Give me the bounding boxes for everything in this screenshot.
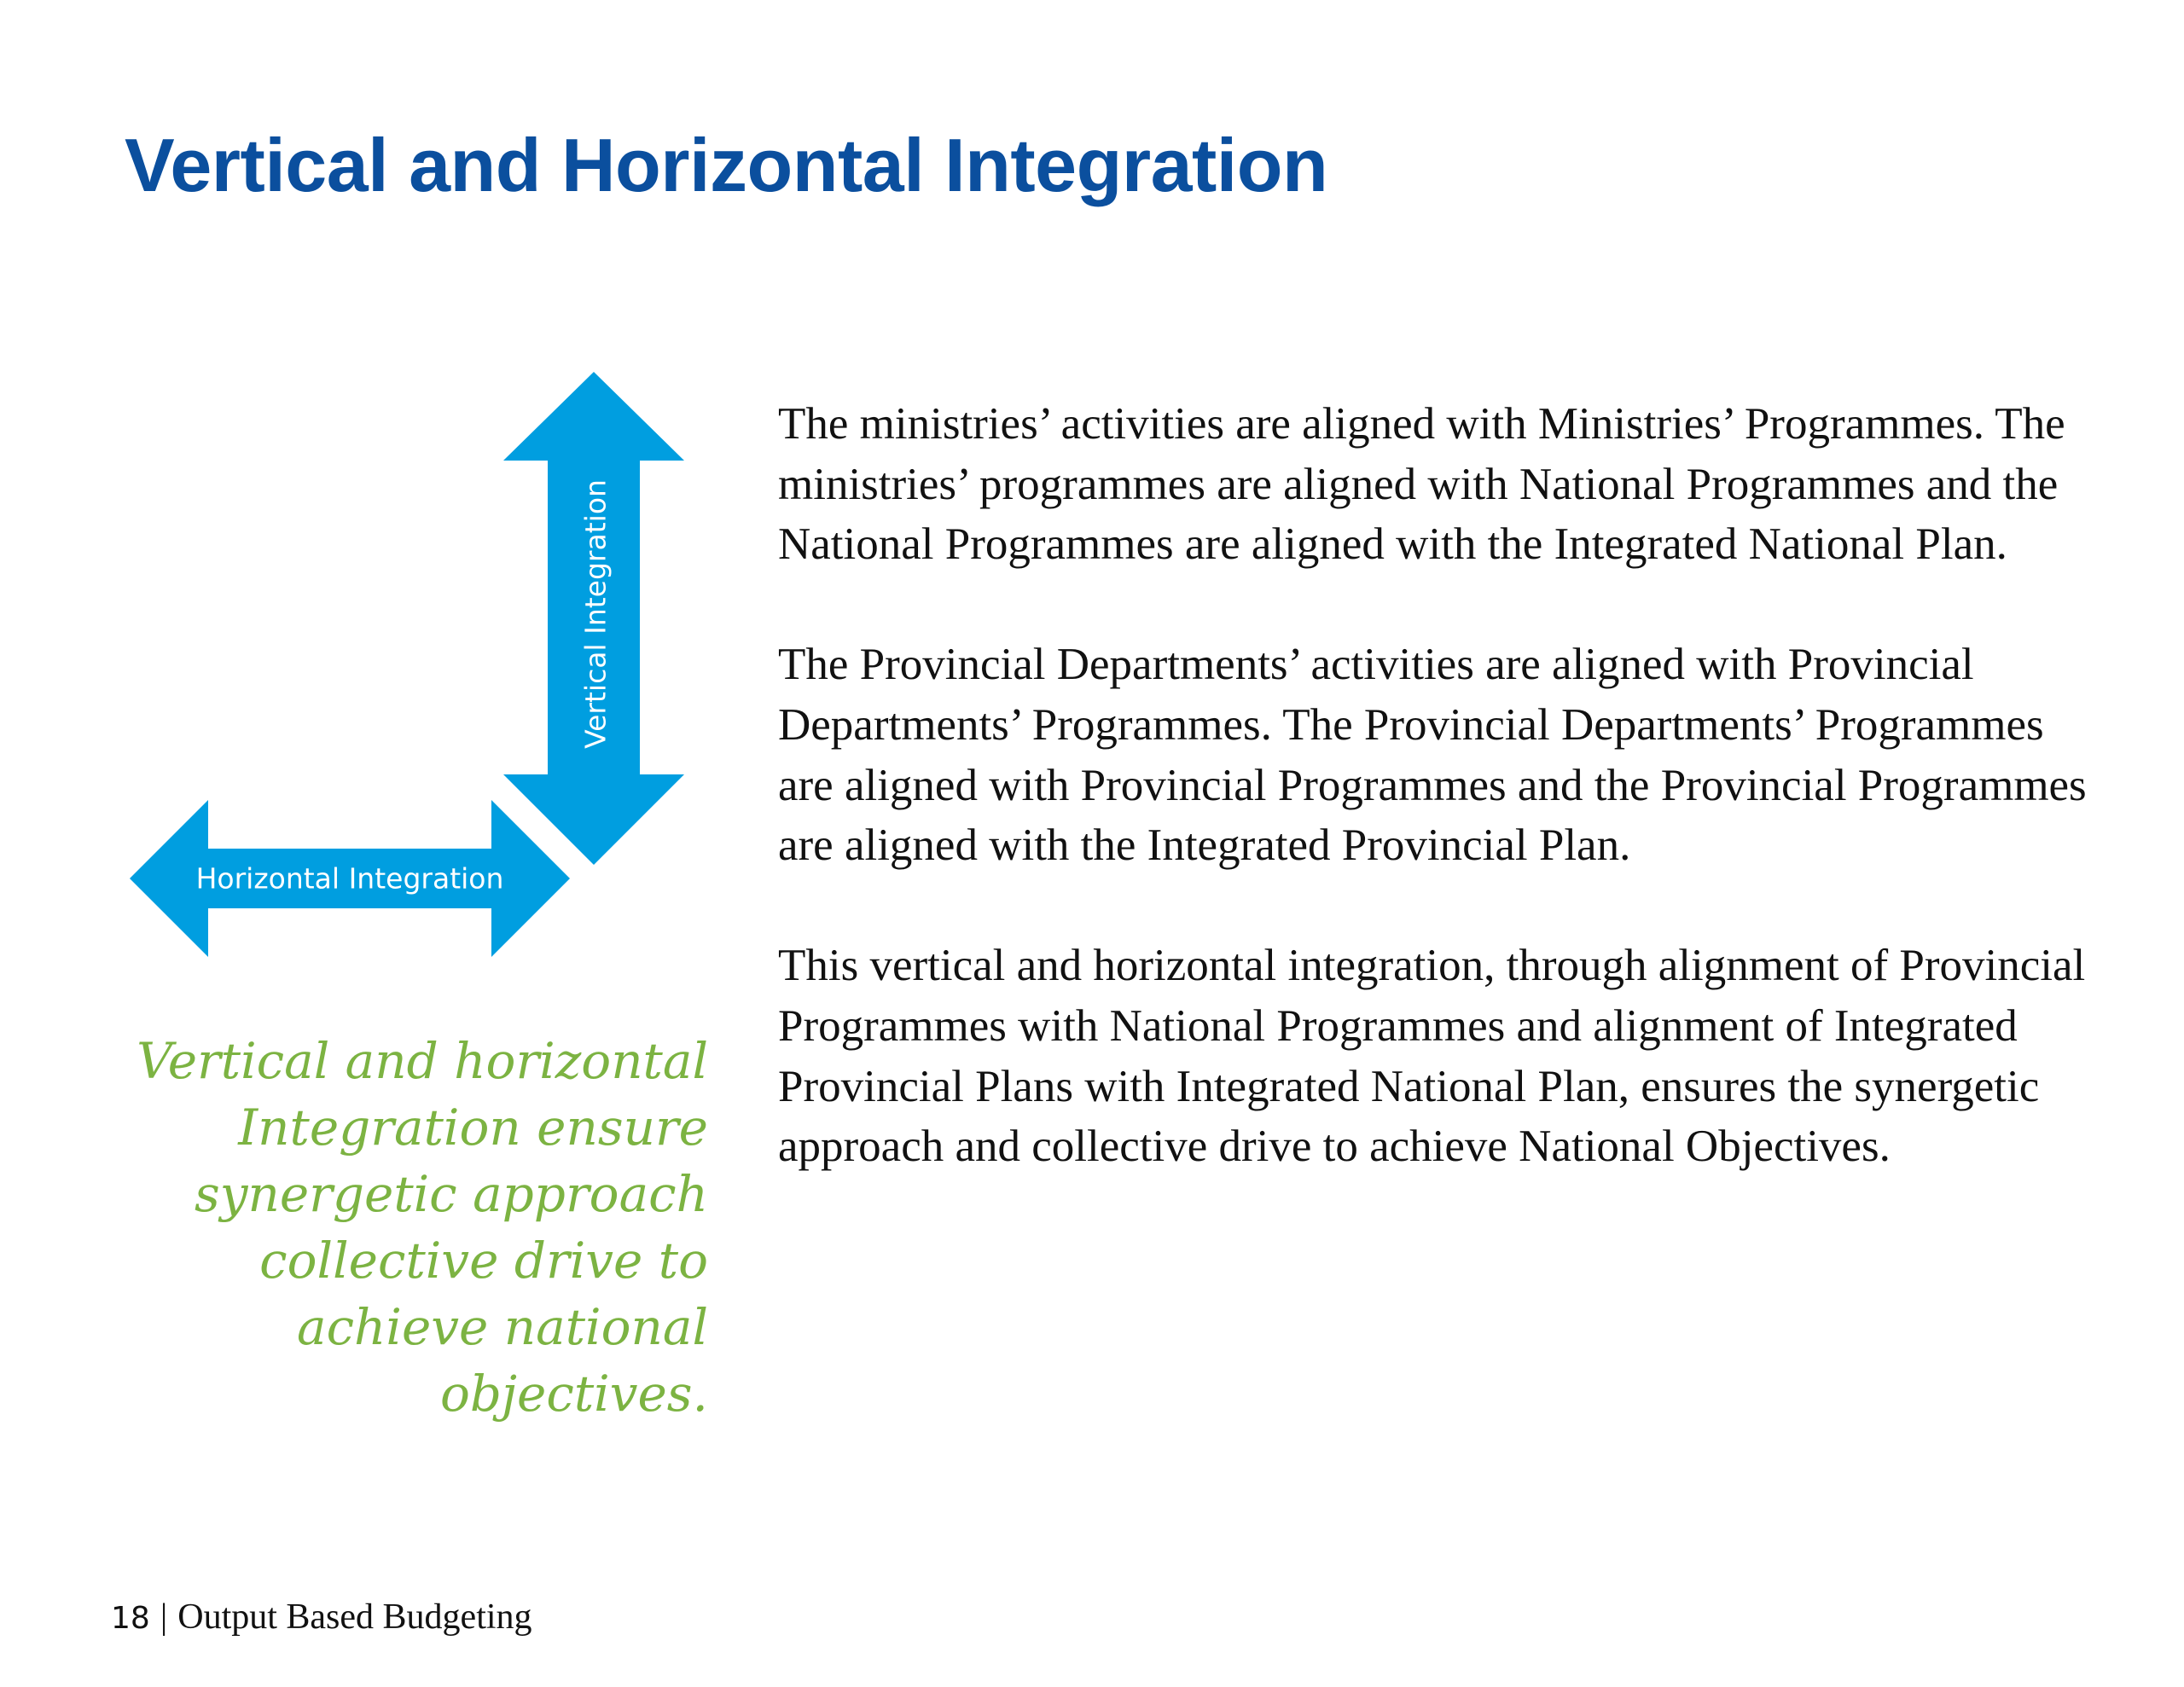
page-footer bbox=[111, 1597, 532, 1638]
page-number: 18 bbox=[111, 1601, 150, 1636]
horizontal-integration-label: Horizontal Integration bbox=[195, 861, 504, 896]
footer-separator: | bbox=[160, 1597, 168, 1637]
integration-arrows-diagram bbox=[119, 358, 700, 972]
paragraph: The ministries’ activities are aligned with Ministries’ Programmes. The ministries’ programmes are aligned with National Programmes and the National Programmes are aligned with the Integrated National Plan. bbox=[778, 399, 2065, 570]
page-title: Vertical and Horizontal Integration bbox=[125, 123, 1328, 207]
vertical-integration-label: Vertical Integration bbox=[578, 479, 613, 749]
paragraph: The Provincial Departments’ activities are aligned with Provincial Departments’ Programmes. The Provincial Departments’ Programmes are aligned with Provincial Programmes and the Provincial Programmes are aligned with the Integrated Provincial Plan. bbox=[778, 640, 2087, 871]
paragraph: This vertical and horizontal integration, through alignment of Provincial Programmes with National Programmes and alignment of Integrated Provincial Plans with Integrated National Plan, ensures the synergetic approach and collective drive to achieve National Objectives. bbox=[778, 941, 2086, 1172]
document-title: Output Based Budgeting bbox=[177, 1597, 532, 1637]
body-text bbox=[778, 394, 2109, 1237]
sidenote-callout: Vertical and horizontal Integration ensure synergetic approach collective drive to achieve national objectives. bbox=[136, 1032, 708, 1423]
